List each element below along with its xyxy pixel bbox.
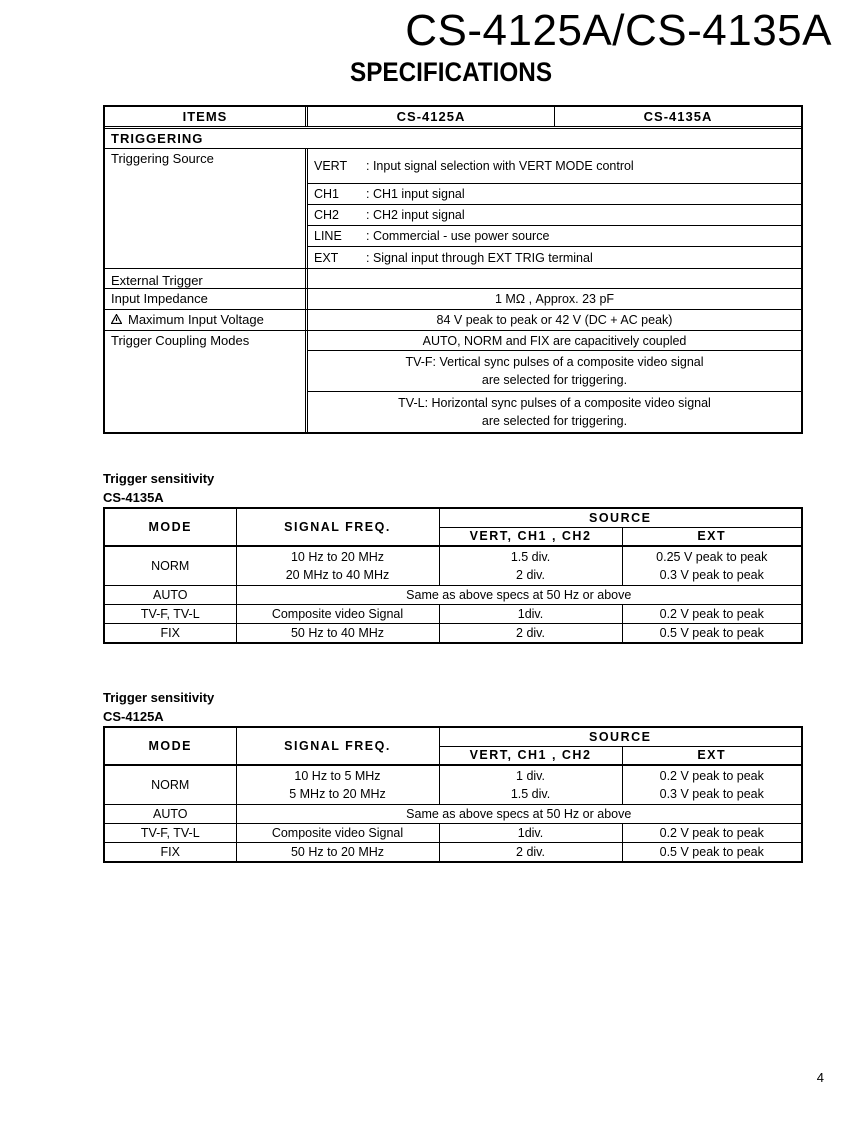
row-max-input-voltage bbox=[105, 310, 801, 331]
auto-cell: Same as above specs at 50 Hz or above bbox=[236, 586, 802, 605]
mode-cell: TV-F, TV-L bbox=[104, 605, 236, 624]
ext-cell bbox=[622, 765, 802, 805]
triggering-source-values bbox=[308, 149, 801, 268]
specifications-heading: SPECIFICATIONS bbox=[350, 57, 553, 87]
caption-title: Trigger sensitivity bbox=[103, 471, 215, 486]
ext-line: 0.3 V peak to peak bbox=[659, 787, 764, 801]
caption-model: CS-4125A bbox=[103, 709, 164, 724]
label-input-impedance: Input Impedance bbox=[105, 289, 308, 309]
tvl-line-2: are selected for triggering. bbox=[481, 414, 628, 428]
source-line-vert bbox=[308, 149, 801, 184]
freq-cell bbox=[236, 765, 439, 805]
label-trigger-coupling-modes: Trigger Coupling Modes bbox=[105, 331, 308, 432]
mode-cell: NORM bbox=[104, 765, 236, 805]
external-trigger-value bbox=[308, 269, 801, 288]
coupling-line-auto-norm-fix: AUTO, NORM and FIX are capacitively coupled bbox=[308, 331, 801, 351]
sensitivity-table-4125 bbox=[103, 726, 803, 863]
vert-cell: 2 div. bbox=[439, 624, 622, 643]
freq-line: 10 Hz to 20 MHz bbox=[290, 550, 385, 564]
spec-table-header bbox=[105, 107, 801, 129]
source-key: VERT bbox=[314, 159, 348, 173]
specifications-table bbox=[103, 105, 803, 434]
ext-cell: 0.5 V peak to peak bbox=[622, 624, 802, 643]
mode-cell: TV-F, TV-L bbox=[104, 824, 236, 843]
caption-model: CS-4135A bbox=[103, 490, 164, 505]
coupling-block-tv-l bbox=[308, 392, 801, 432]
warning-triangle-icon bbox=[111, 312, 122, 327]
source-line-ch2 bbox=[308, 205, 801, 226]
table-row bbox=[104, 624, 802, 643]
ext-cell: 0.2 V peak to peak bbox=[622, 605, 802, 624]
table-row bbox=[104, 824, 802, 843]
header-signal-freq: SIGNAL FREQ. bbox=[236, 727, 439, 765]
source-key: LINE bbox=[314, 229, 342, 243]
header-mode: MODE bbox=[104, 727, 236, 765]
source-desc: : Signal input through EXT TRIG terminal bbox=[366, 250, 593, 265]
column-header-cs4125a: CS-4125A bbox=[308, 107, 555, 126]
column-header-cs4135a: CS-4135A bbox=[643, 109, 713, 124]
vert-cell bbox=[439, 765, 622, 805]
auto-cell: Same as above specs at 50 Hz or above bbox=[236, 805, 802, 824]
mode-cell: AUTO bbox=[104, 586, 236, 605]
row-input-impedance bbox=[105, 289, 801, 310]
source-desc: : CH1 input signal bbox=[366, 187, 465, 201]
table-row bbox=[104, 586, 802, 605]
coupling-block-tv-f bbox=[308, 351, 801, 392]
source-key: CH1 bbox=[314, 187, 340, 201]
source-key: EXT bbox=[314, 250, 339, 265]
header-source: SOURCE bbox=[439, 508, 802, 527]
row-trigger-coupling-modes bbox=[105, 331, 801, 432]
page-number: 4 bbox=[816, 1070, 824, 1085]
tvf-line-1: TV-F: Vertical sync pulses of a composite video signal bbox=[405, 355, 704, 369]
mode-cell: AUTO bbox=[104, 805, 236, 824]
mode-cell: NORM bbox=[104, 546, 236, 586]
model-title: CS-4125A/CS-4135A bbox=[405, 6, 832, 55]
source-line-ext bbox=[308, 247, 801, 268]
ext-line: 0.2 V peak to peak bbox=[659, 769, 764, 783]
input-impedance-value: 1 MΩ , Approx. 23 pF bbox=[494, 292, 615, 306]
vert-cell bbox=[439, 546, 622, 586]
freq-line: 10 Hz to 5 MHz bbox=[294, 769, 381, 783]
row-external-trigger bbox=[105, 269, 801, 289]
table-row bbox=[104, 765, 802, 805]
vert-line: 1.5 div. bbox=[510, 787, 551, 801]
vert-line: 1 div. bbox=[516, 769, 545, 783]
section-triggering: TRIGGERING bbox=[105, 129, 801, 149]
header-ext: EXT bbox=[622, 746, 802, 765]
tvl-line-1: TV-L: Horizontal sync pulses of a composite video signal bbox=[398, 396, 711, 410]
header-mode: MODE bbox=[104, 508, 236, 546]
mode-cell: FIX bbox=[104, 624, 236, 643]
header-signal-freq: SIGNAL FREQ. bbox=[236, 508, 439, 546]
table-row bbox=[104, 843, 802, 862]
vert-line: 1.5 div. bbox=[510, 550, 551, 564]
vert-cell: 2 div. bbox=[439, 843, 622, 862]
vert-cell: 1div. bbox=[439, 824, 622, 843]
header-vert: VERT, CH1 , CH2 bbox=[439, 527, 622, 546]
sensitivity-table-4135 bbox=[103, 507, 803, 644]
ext-cell: 0.5 V peak to peak bbox=[622, 843, 802, 862]
source-key: CH2 bbox=[314, 208, 340, 222]
freq-cell bbox=[236, 546, 439, 586]
column-header-items: ITEMS bbox=[105, 107, 308, 126]
freq-line: 20 MHz to 40 MHz bbox=[285, 568, 390, 582]
source-line-line bbox=[308, 226, 801, 247]
ext-line: 0.25 V peak to peak bbox=[656, 550, 768, 564]
max-input-voltage-label-text: Maximum Input Voltage bbox=[128, 312, 264, 327]
vert-line: 2 div. bbox=[516, 568, 545, 582]
freq-cell: 50 Hz to 40 MHz bbox=[236, 624, 439, 643]
sensitivity-caption-4135 bbox=[103, 469, 214, 507]
ext-cell bbox=[622, 546, 802, 586]
source-line-ch1 bbox=[308, 184, 801, 205]
source-desc: : CH2 input signal bbox=[366, 208, 465, 222]
header-source: SOURCE bbox=[439, 727, 802, 746]
row-triggering-source bbox=[105, 149, 801, 269]
mode-cell: FIX bbox=[104, 843, 236, 862]
label-triggering-source: Triggering Source bbox=[105, 149, 308, 268]
header-vert: VERT, CH1 , CH2 bbox=[439, 746, 622, 765]
freq-cell: Composite video Signal bbox=[236, 824, 439, 843]
caption-title: Trigger sensitivity bbox=[103, 690, 215, 705]
freq-cell: 50 Hz to 20 MHz bbox=[236, 843, 439, 862]
freq-line: 5 MHz to 20 MHz bbox=[289, 787, 386, 801]
sensitivity-caption-4125 bbox=[103, 688, 214, 726]
ext-cell: 0.2 V peak to peak bbox=[622, 824, 802, 843]
table-row bbox=[104, 546, 802, 586]
header-ext: EXT bbox=[622, 527, 802, 546]
label-max-input-voltage bbox=[105, 310, 308, 330]
label-external-trigger: External Trigger bbox=[105, 269, 308, 288]
tvf-line-2: are selected for triggering. bbox=[481, 373, 628, 387]
source-desc: : Commercial - use power source bbox=[366, 229, 550, 243]
source-desc: : Input signal selection with VERT MODE control bbox=[366, 159, 634, 173]
vert-cell: 1div. bbox=[439, 605, 622, 624]
table-row bbox=[104, 605, 802, 624]
freq-cell: Composite video Signal bbox=[236, 605, 439, 624]
ext-line: 0.3 V peak to peak bbox=[659, 568, 764, 582]
max-input-voltage-value: 84 V peak to peak or 42 V (DC + AC peak) bbox=[436, 313, 673, 327]
table-row bbox=[104, 805, 802, 824]
